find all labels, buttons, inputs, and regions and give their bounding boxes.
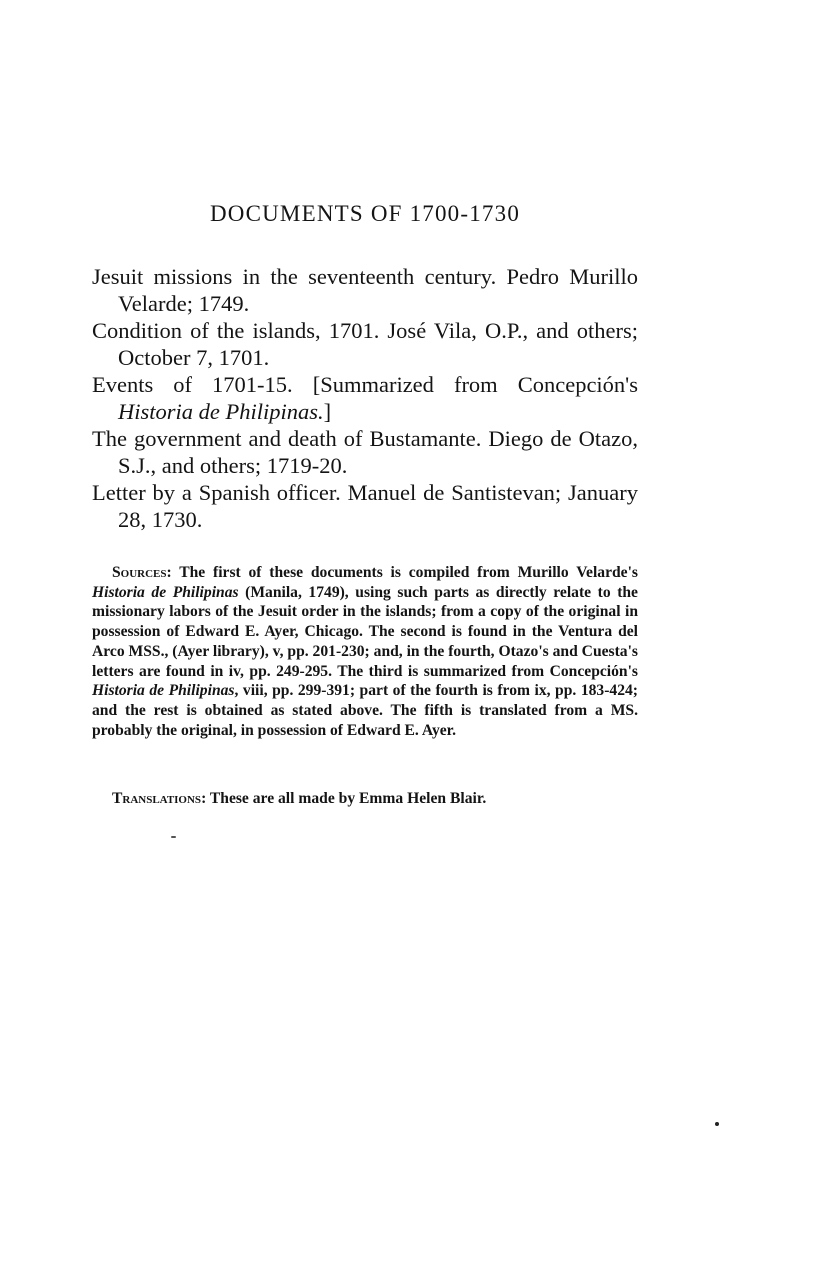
item-text: Jesuit missions in the seventeenth century. Pedro Murillo Velarde; 1749.	[92, 264, 638, 316]
scan-speck-mark	[715, 1122, 719, 1126]
item-title-italic: Historia de Philipinas.	[118, 399, 324, 424]
document-list-item	[92, 263, 638, 317]
translations-text: : These are all made by Emma Helen Blair.	[201, 790, 487, 807]
translations-note	[92, 789, 638, 809]
document-list-item	[92, 425, 638, 479]
item-text: Condition of the islands, 1701. José Vila, O.P., and others; October 7, 1701.	[92, 318, 638, 370]
sources-text: (Manila, 1749), using such parts as directly relate to the missionary labors of the Jesuit order in the islands; from a copy of the original in possession of Edward E. Ayer, Chicago. The second is found in the Ventura del Arco MSS., (Ayer library), v, pp. 201-230; and, in the fourth, Otazo's and Cuesta's letters are found in iv, pp. 249-295. The third is summarized from Concepción's	[92, 583, 638, 680]
page-heading: DOCUMENTS OF 1700-1730	[209, 201, 521, 226]
document-list-item	[92, 317, 638, 371]
sources-text: , viii, pp. 299-391; part of the fourth is from ix, pp. 183-424; and the rest is obtained as stated above. The fifth is translated from a MS. probably the original, in possession of Edward E. Ayer.	[92, 682, 638, 739]
sources-title-italic: Historia de Philipinas	[92, 682, 235, 700]
sources-note	[92, 563, 638, 740]
document-list-item	[92, 479, 638, 533]
translations-label: Translations	[112, 790, 202, 807]
scan-speck-mark	[171, 836, 176, 838]
item-text: Letter by a Spanish officer. Manuel de Santistevan; January 28, 1730.	[92, 480, 638, 532]
item-text: ]	[323, 399, 332, 424]
document-list-item	[92, 371, 638, 425]
sources-label: Sources	[112, 564, 167, 581]
sources-text: : The first of these documents is compiled from Murillo Velarde's	[166, 564, 638, 581]
item-text: The government and death of Bustamante. Diego de Otazo, S.J., and others; 1719-20.	[92, 426, 638, 478]
item-text: Events of 1701-15. [Summarized from Concepción's	[92, 372, 638, 397]
document-list	[92, 263, 638, 533]
sources-paragraph	[92, 563, 638, 740]
sources-title-italic: Historia de Philipinas	[92, 583, 239, 601]
